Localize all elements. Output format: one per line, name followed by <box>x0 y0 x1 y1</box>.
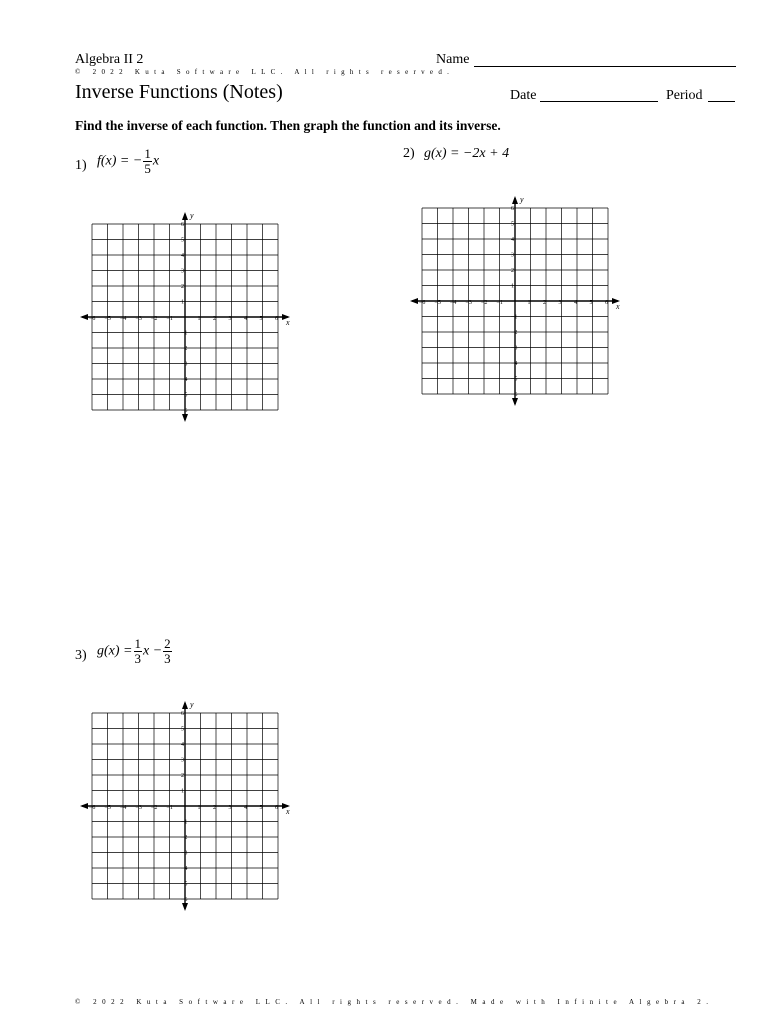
denominator: 5 <box>144 161 151 176</box>
y-tick-label: 3 <box>181 268 184 275</box>
x-tick-label: 1 <box>197 805 201 811</box>
y-tick-label: 4 <box>181 742 184 748</box>
y-tick-label: −2 <box>181 835 188 841</box>
y-tick-label: −3 <box>181 850 188 857</box>
x-tick-label: −1 <box>166 805 173 811</box>
y-axis-label: y <box>190 700 194 709</box>
date-blank[interactable] <box>540 101 658 102</box>
x-tick-label: −3 <box>465 300 472 306</box>
y-tick-label: 1 <box>511 283 514 290</box>
x-tick-label: 1 <box>197 316 201 322</box>
x-axis-label: x <box>286 318 290 327</box>
y-tick-label: 1 <box>181 299 184 306</box>
equation-mid: x − <box>143 643 163 659</box>
x-tick-label: 5 <box>259 316 263 322</box>
equation-lhs: f(x) = − <box>97 153 143 169</box>
course-name: Algebra II 2 <box>75 52 144 67</box>
y-tick-label: −3 <box>181 361 188 368</box>
equation-lhs: g(x) = <box>97 643 133 659</box>
x-tick-label: 4 <box>244 805 247 811</box>
y-tick-label: 2 <box>511 268 514 274</box>
y-tick-label: 6 <box>511 206 514 212</box>
x-tick-label: 4 <box>574 300 577 306</box>
y-tick-label: 4 <box>511 237 514 243</box>
y-tick-label: −2 <box>511 330 518 336</box>
x-tick-label: −5 <box>434 300 441 306</box>
y-tick-label: −1 <box>511 314 518 321</box>
y-axis-arrow-down <box>182 414 188 422</box>
x-tick-label: −6 <box>89 805 96 811</box>
y-tick-label: 2 <box>181 773 184 779</box>
denominator: 3 <box>134 651 141 666</box>
x-tick-label: −3 <box>135 316 142 322</box>
x-axis-arrow-left <box>80 803 88 809</box>
x-tick-label: −2 <box>151 316 158 322</box>
copyright-top: © 2022 Kuta Software LLC. All rights reserved. <box>75 68 455 76</box>
x-tick-label: 4 <box>244 316 247 322</box>
date-label: Date <box>510 88 537 103</box>
x-tick-label: −4 <box>450 300 457 306</box>
y-axis-arrow-down <box>182 903 188 911</box>
x-tick-label: 6 <box>605 300 608 306</box>
y-axis-label: y <box>520 195 524 204</box>
y-tick-label: 3 <box>181 757 184 764</box>
y-tick-label: 2 <box>181 284 184 290</box>
x-tick-label: 3 <box>558 300 562 306</box>
y-axis-arrow-up <box>512 196 518 204</box>
fraction <box>134 637 143 666</box>
x-tick-label: −4 <box>120 316 127 322</box>
equation-rhs: x <box>152 153 160 169</box>
instructions: Find the inverse of each function. Then graph the function and its inverse. <box>75 118 501 133</box>
y-tick-label: −5 <box>181 881 188 888</box>
y-tick-label: 4 <box>181 253 184 259</box>
x-tick-label: −1 <box>496 300 503 306</box>
problem-equation: g(x) = −2x + 4 <box>424 146 510 161</box>
period-blank[interactable] <box>708 101 735 102</box>
problem-number: 2) <box>403 146 415 161</box>
fraction <box>143 147 152 176</box>
coordinate-grid-1[interactable] <box>78 209 290 425</box>
y-tick-label: 5 <box>181 237 184 244</box>
worksheet-title: Inverse Functions (Notes) <box>75 81 283 103</box>
numerator: 1 <box>144 146 151 161</box>
y-tick-label: −6 <box>181 408 188 414</box>
y-tick-label: −5 <box>181 392 188 399</box>
y-tick-label: −4 <box>511 361 518 367</box>
x-tick-label: −5 <box>104 316 111 322</box>
problem-equation <box>97 147 159 176</box>
numerator: 2 <box>164 636 171 651</box>
y-tick-label: 5 <box>511 221 514 228</box>
x-tick-label: −4 <box>120 805 127 811</box>
x-axis-arrow-left <box>80 314 88 320</box>
problem-number: 3) <box>75 648 87 663</box>
denominator: 3 <box>164 651 171 666</box>
x-tick-label: 6 <box>275 316 278 322</box>
x-tick-label: 3 <box>228 805 232 811</box>
x-axis-label: x <box>286 807 290 816</box>
y-tick-label: −2 <box>181 346 188 352</box>
x-tick-label: −3 <box>135 805 142 811</box>
period-label: Period <box>666 88 703 103</box>
x-axis-arrow-left <box>410 298 418 304</box>
x-tick-label: 3 <box>228 316 232 322</box>
problem-equation <box>97 637 173 666</box>
y-tick-label: −1 <box>181 330 188 337</box>
x-tick-label: 2 <box>213 805 216 811</box>
coordinate-grid-2[interactable] <box>408 193 620 409</box>
y-tick-label: 6 <box>181 222 184 228</box>
x-tick-label: 1 <box>527 300 531 306</box>
x-tick-label: −6 <box>89 316 96 322</box>
y-tick-label: −6 <box>181 897 188 903</box>
numerator: 1 <box>134 636 141 651</box>
y-axis-arrow-down <box>512 398 518 406</box>
x-tick-label: 5 <box>259 805 263 811</box>
x-tick-label: 2 <box>213 316 216 322</box>
y-axis-arrow-up <box>182 212 188 220</box>
y-tick-label: −1 <box>181 819 188 826</box>
name-label: Name <box>436 52 470 67</box>
footer-copyright: © 2022 Kuta Software LLC. All rights reserved. Made with Infinite Algebra 2. <box>75 998 714 1006</box>
y-tick-label: −4 <box>181 377 188 383</box>
y-axis-label: y <box>190 211 194 220</box>
x-tick-label: −2 <box>481 300 488 306</box>
x-tick-label: −5 <box>104 805 111 811</box>
name-blank[interactable] <box>474 66 736 67</box>
coordinate-grid-3[interactable] <box>78 698 290 914</box>
x-axis-label: x <box>616 302 620 311</box>
x-tick-label: −6 <box>419 300 426 306</box>
y-axis-arrow-up <box>182 701 188 709</box>
y-tick-label: 6 <box>181 711 184 717</box>
y-tick-label: 1 <box>181 788 184 795</box>
y-tick-label: 3 <box>511 252 514 259</box>
y-tick-label: −4 <box>181 866 188 872</box>
x-tick-label: 5 <box>589 300 593 306</box>
x-tick-label: 2 <box>543 300 546 306</box>
y-tick-label: −5 <box>511 376 518 383</box>
problem-number: 1) <box>75 158 87 173</box>
y-tick-label: −6 <box>511 392 518 398</box>
x-tick-label: −2 <box>151 805 158 811</box>
fraction <box>163 637 172 666</box>
x-tick-label: 6 <box>275 805 278 811</box>
x-tick-label: −1 <box>166 316 173 322</box>
y-tick-label: −3 <box>511 345 518 352</box>
y-tick-label: 5 <box>181 726 184 733</box>
